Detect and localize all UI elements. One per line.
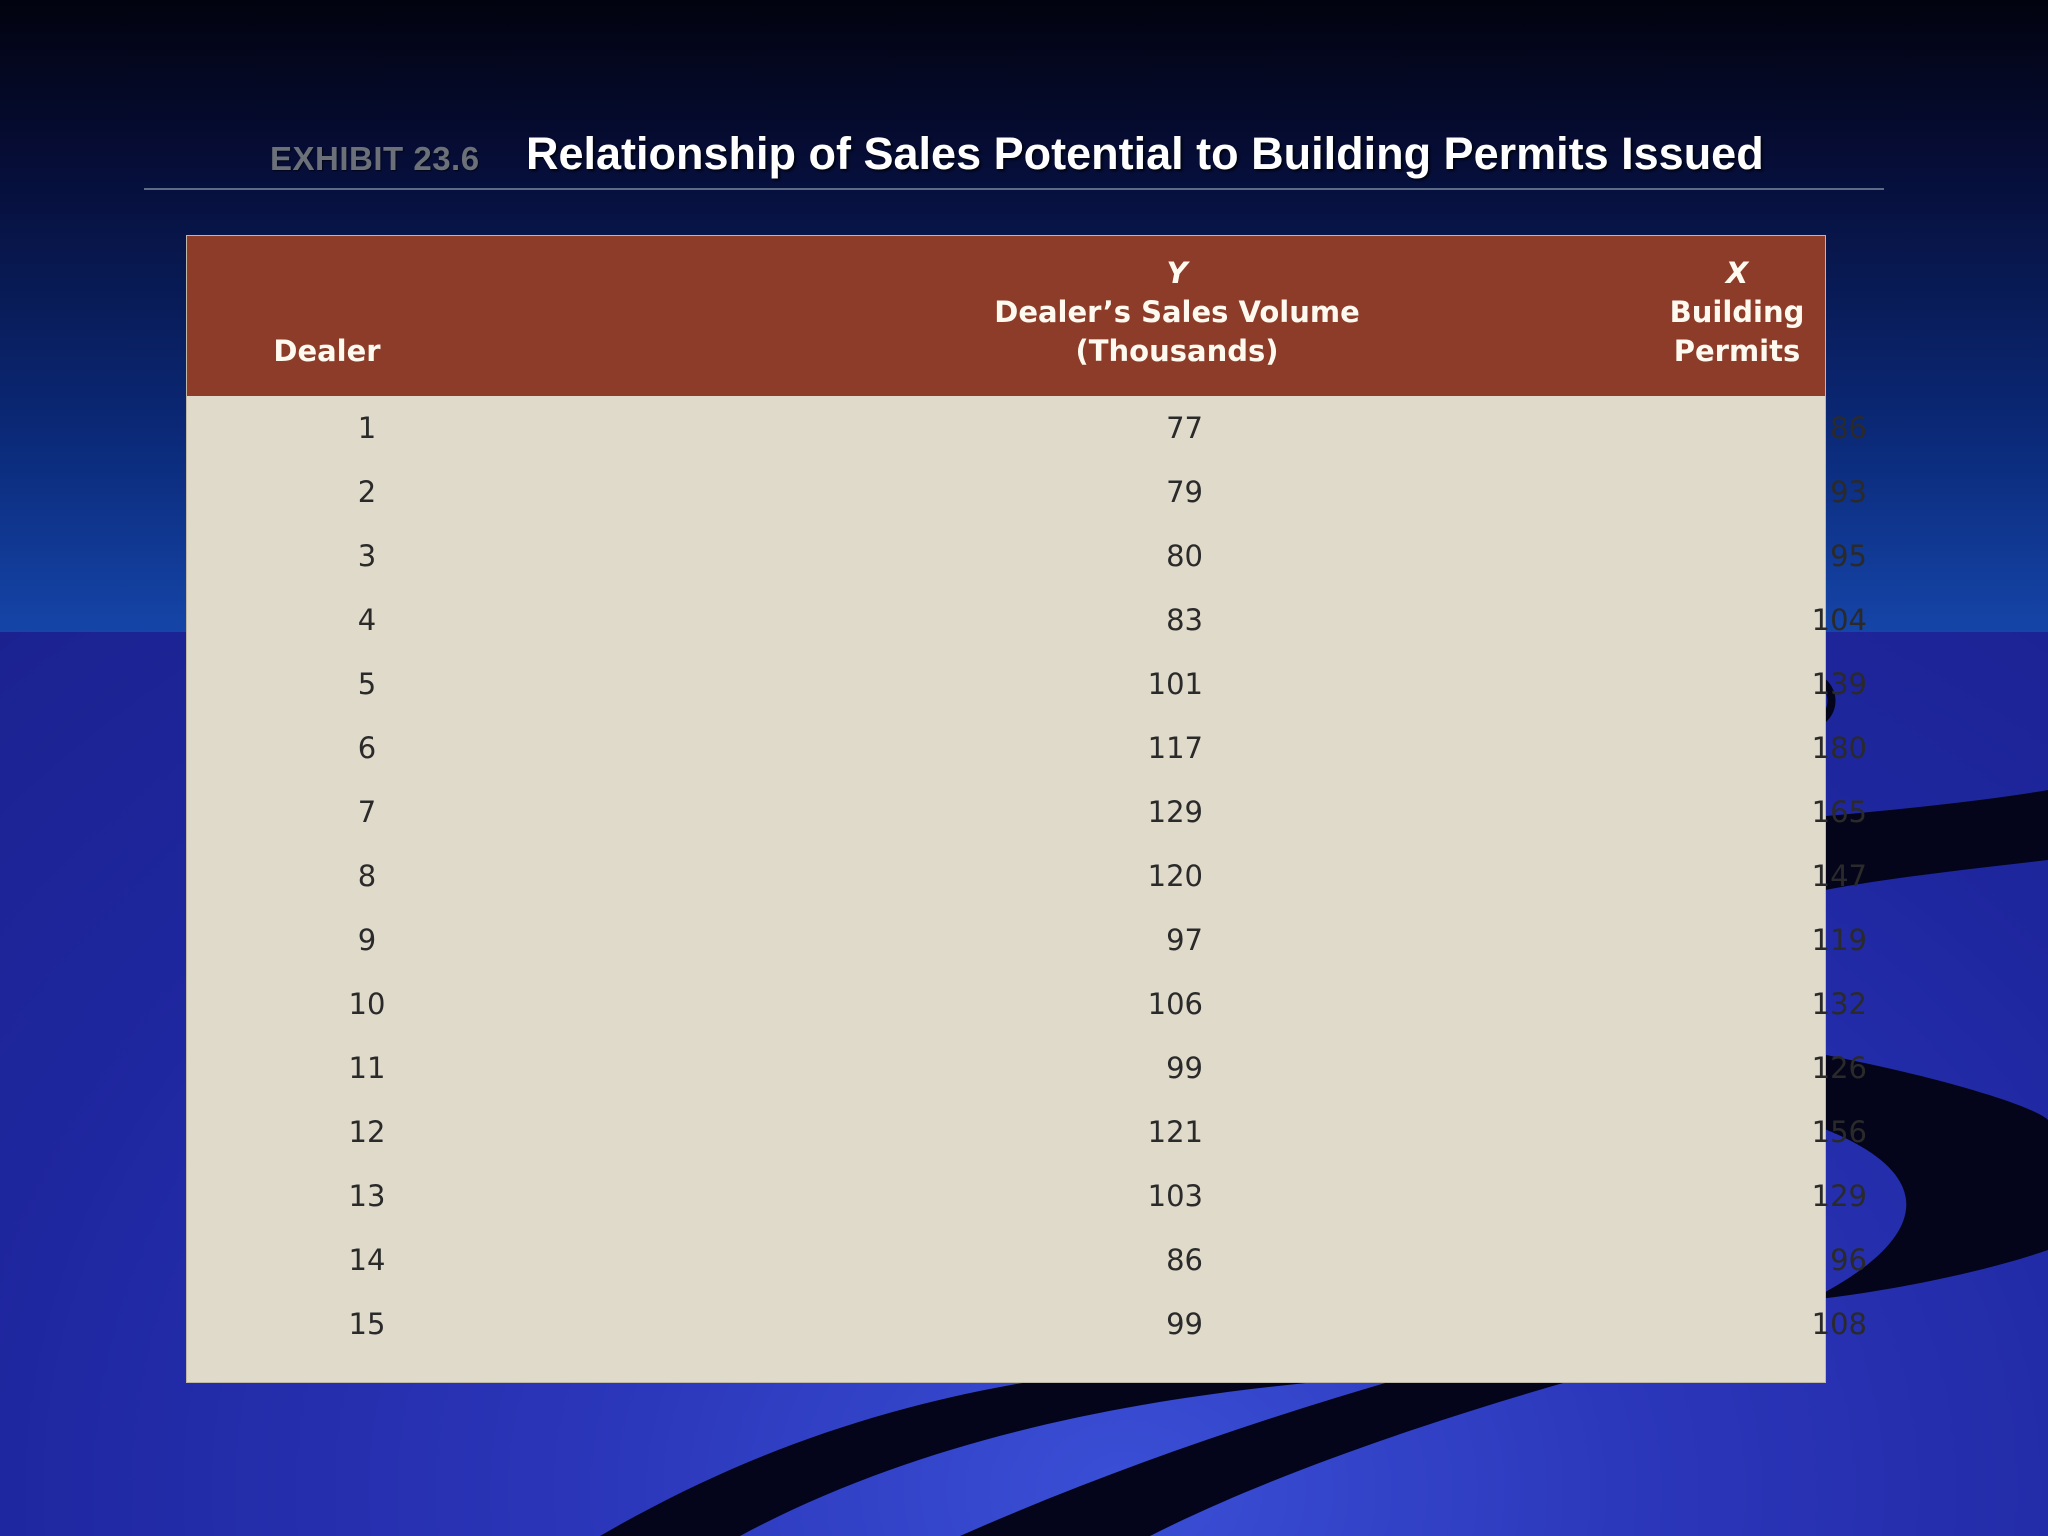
table-row (187, 780, 1867, 844)
title-divider (144, 188, 1884, 190)
cell-sales-volume: 99 (1166, 1307, 1203, 1341)
cell-sales-volume: 129 (1147, 795, 1203, 829)
cell-building-permits: 156 (1811, 1115, 1867, 1149)
cell-sales-volume: 97 (1166, 923, 1203, 957)
table-row (187, 1100, 1867, 1164)
cell-dealer: 15 (348, 1307, 386, 1341)
cell-sales-volume: 80 (1166, 539, 1203, 573)
cell-sales-volume: 121 (1147, 1115, 1203, 1149)
cell-dealer: 4 (357, 603, 377, 637)
cell-dealer: 11 (348, 1051, 386, 1085)
table-row (187, 716, 1867, 780)
cell-sales-volume: 99 (1166, 1051, 1203, 1085)
cell-sales-volume: 120 (1147, 859, 1203, 893)
exhibit-title: Relationship of Sales Potential to Building Permits Issued (526, 128, 1764, 179)
data-table (187, 236, 1867, 1382)
header-y-variable: Y (1166, 256, 1188, 290)
header-x-line2: Permits (1673, 334, 1801, 368)
table-body (187, 396, 1867, 1356)
header-dealer (247, 332, 407, 371)
cell-sales-volume: 83 (1166, 603, 1203, 637)
cell-building-permits: 108 (1811, 1307, 1867, 1341)
header-x-line1: Building (1669, 295, 1805, 329)
cell-building-permits: 95 (1830, 539, 1867, 573)
table-row (187, 652, 1867, 716)
cell-building-permits: 139 (1811, 667, 1867, 701)
cell-dealer: 14 (348, 1243, 386, 1277)
cell-sales-volume: 101 (1147, 667, 1203, 701)
cell-building-permits: 165 (1811, 795, 1867, 829)
cell-building-permits: 180 (1811, 731, 1867, 765)
cell-sales-volume: 106 (1147, 987, 1203, 1021)
table-row (187, 1164, 1867, 1228)
cell-building-permits: 96 (1830, 1243, 1867, 1277)
header-y-line1: Dealer’s Sales Volume (994, 295, 1360, 329)
cell-sales-volume: 77 (1166, 411, 1203, 445)
table-row (187, 908, 1867, 972)
cell-dealer: 10 (348, 987, 386, 1021)
header-sales-volume (877, 254, 1477, 371)
cell-dealer: 3 (357, 539, 377, 573)
cell-sales-volume: 103 (1147, 1179, 1203, 1213)
cell-sales-volume: 79 (1166, 475, 1203, 509)
cell-dealer: 12 (348, 1115, 386, 1149)
table-row (187, 1228, 1867, 1292)
header-building-permits (1627, 254, 1847, 371)
cell-dealer: 13 (348, 1179, 386, 1213)
table-row (187, 588, 1867, 652)
header-y-line2: (Thousands) (1075, 334, 1279, 368)
cell-sales-volume: 86 (1166, 1243, 1203, 1277)
table-row (187, 460, 1867, 524)
table-row (187, 524, 1867, 588)
exhibit-label: EXHIBIT 23.6 (270, 140, 480, 177)
cell-building-permits: 119 (1811, 923, 1867, 957)
cell-building-permits: 129 (1811, 1179, 1867, 1213)
cell-dealer: 2 (357, 475, 377, 509)
cell-building-permits: 147 (1811, 859, 1867, 893)
table-row (187, 1292, 1867, 1356)
header-dealer-label: Dealer (273, 334, 381, 368)
cell-building-permits: 93 (1830, 475, 1867, 509)
cell-dealer: 8 (357, 859, 377, 893)
table-row (187, 972, 1867, 1036)
cell-dealer: 6 (357, 731, 377, 765)
cell-dealer: 7 (357, 795, 377, 829)
table-row (187, 1036, 1867, 1100)
cell-building-permits: 132 (1811, 987, 1867, 1021)
cell-dealer: 1 (357, 411, 377, 445)
cell-sales-volume: 117 (1147, 731, 1203, 765)
cell-dealer: 5 (357, 667, 377, 701)
slide-title-row (144, 126, 1884, 188)
cell-building-permits: 104 (1811, 603, 1867, 637)
cell-dealer: 9 (357, 923, 377, 957)
table-row (187, 396, 1867, 460)
header-x-variable: X (1725, 256, 1749, 290)
cell-building-permits: 126 (1811, 1051, 1867, 1085)
table-row (187, 844, 1867, 908)
cell-building-permits: 86 (1830, 411, 1867, 445)
table-header (187, 236, 1825, 396)
